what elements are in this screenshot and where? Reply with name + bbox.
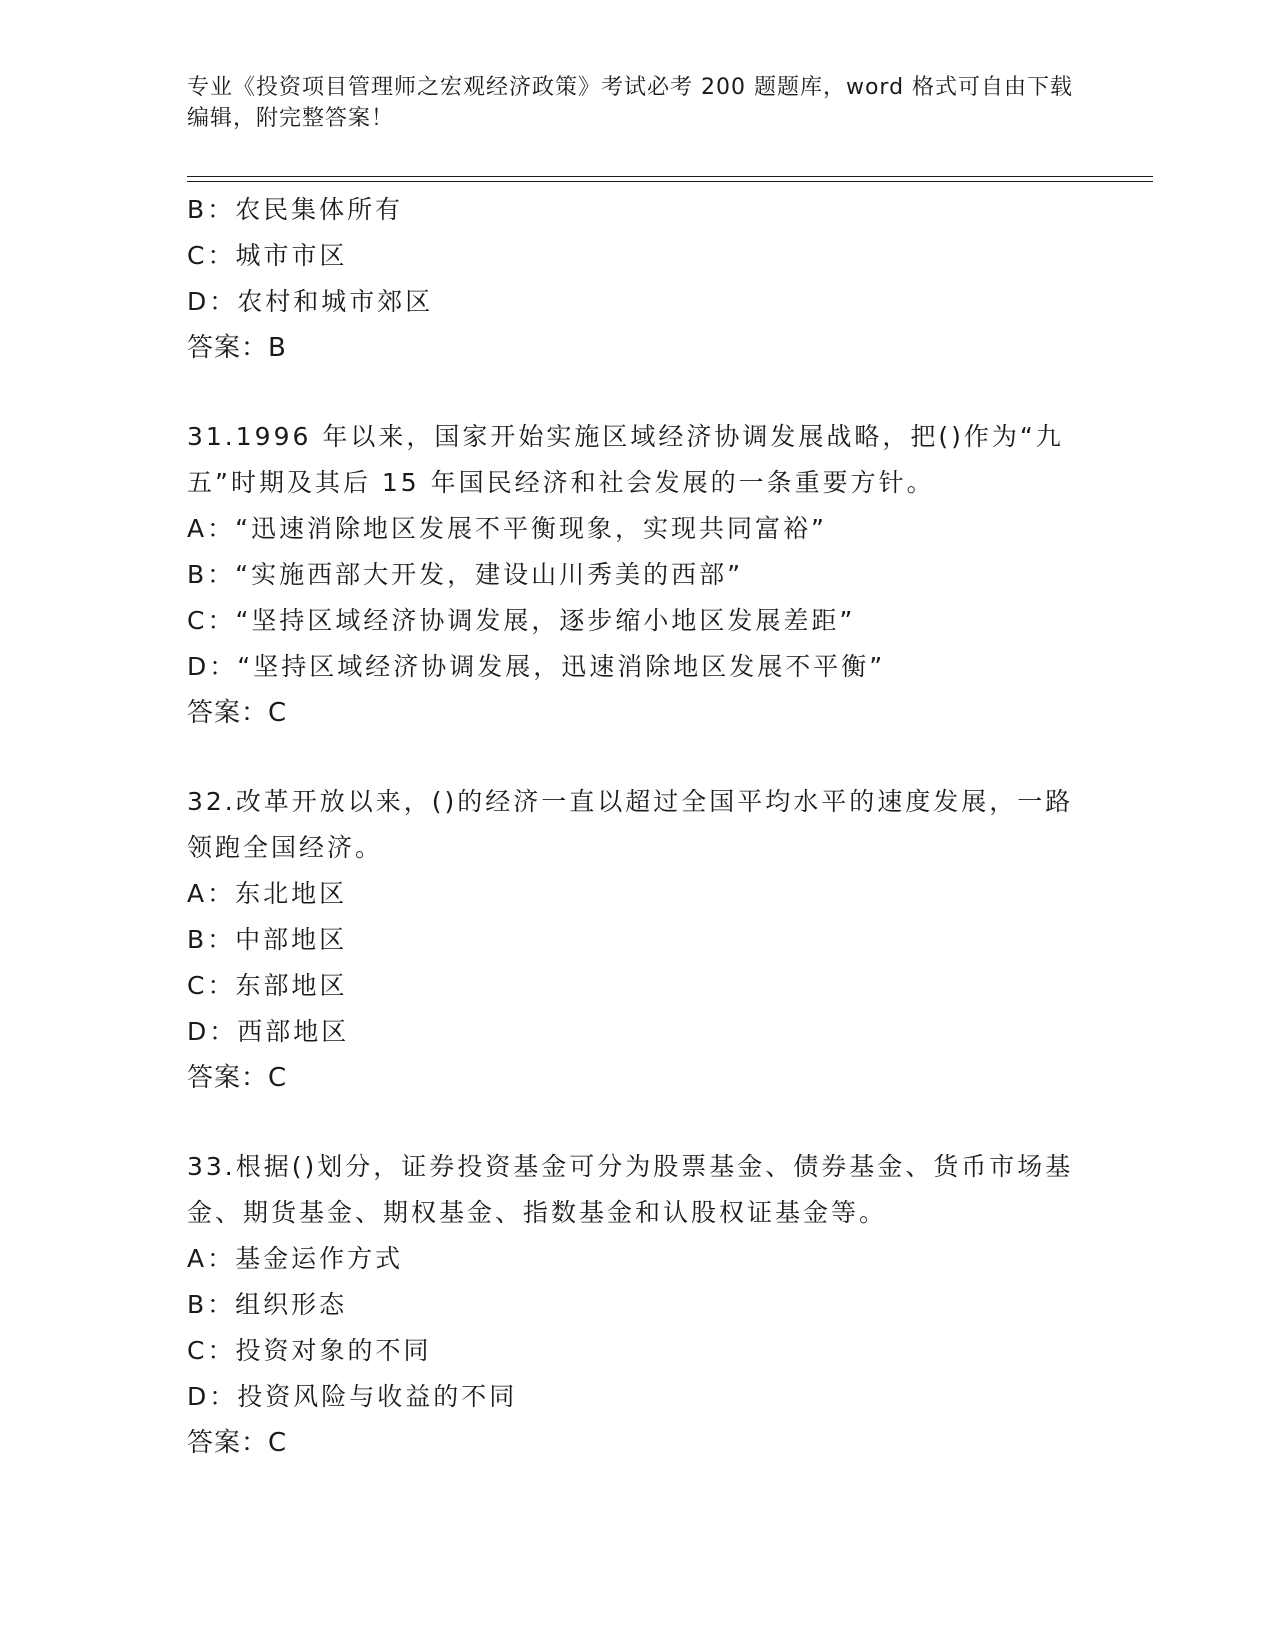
option-line: B：“实施西部大开发，建设山川秀美的西部” <box>187 560 744 589</box>
option-line: B：组织形态 <box>187 1290 348 1319</box>
answer-line: 答案：C <box>187 1428 288 1458</box>
option-line: A：“迅速消除地区发展不平衡现象，实现共同富裕” <box>187 514 828 543</box>
option-line: C：城市市区 <box>187 241 348 270</box>
option-line: C：“坚持区域经济协调发展，逐步缩小地区发展差距” <box>187 606 856 635</box>
option-line: C：东部地区 <box>187 971 348 1000</box>
option-line: D：“坚持区域经济协调发展，迅速消除地区发展不平衡” <box>187 652 886 681</box>
document-header: 专业《投资项目管理师之宏观经济政策》考试必考 200 题题库，word 格式可自由下载编辑，附完整答案！ <box>187 75 1074 131</box>
option-line: D：农村和城市郊区 <box>187 287 434 316</box>
question-33 <box>187 1144 1087 1466</box>
continued-question <box>187 187 1087 371</box>
question-content <box>187 187 1087 1466</box>
answer-line: 答案：C <box>187 1063 288 1093</box>
question-stem: 32.改革开放以来，()的经济一直以超过全国平均水平的速度发展，一路领跑全国经济。 <box>187 787 1074 862</box>
question-stem: 33.根据()划分，证券投资基金可分为股票基金、债券基金、货币市场基金、期货基金、期权基金、指数基金和认股权证基金等。 <box>187 1152 1074 1227</box>
question-stem: 31.1996 年以来，国家开始实施区域经济协调发展战略，把()作为“九五”时期及其后 15 年国民经济和社会发展的一条重要方针。 <box>187 422 1064 497</box>
answer-line: 答案：C <box>187 698 288 728</box>
option-line: D：投资风险与收益的不同 <box>187 1382 518 1411</box>
option-line: A：东北地区 <box>187 879 348 908</box>
option-line: C：投资对象的不同 <box>187 1336 432 1365</box>
option-line: D：西部地区 <box>187 1017 350 1046</box>
header-rule-top <box>187 176 1153 177</box>
answer-line: 答案：B <box>187 333 287 363</box>
option-line: B：中部地区 <box>187 925 348 954</box>
header-rule-bottom <box>187 181 1153 182</box>
question-32 <box>187 779 1087 1101</box>
option-line: B：农民集体所有 <box>187 195 404 224</box>
question-31 <box>187 414 1087 736</box>
option-line: A：基金运作方式 <box>187 1244 404 1273</box>
